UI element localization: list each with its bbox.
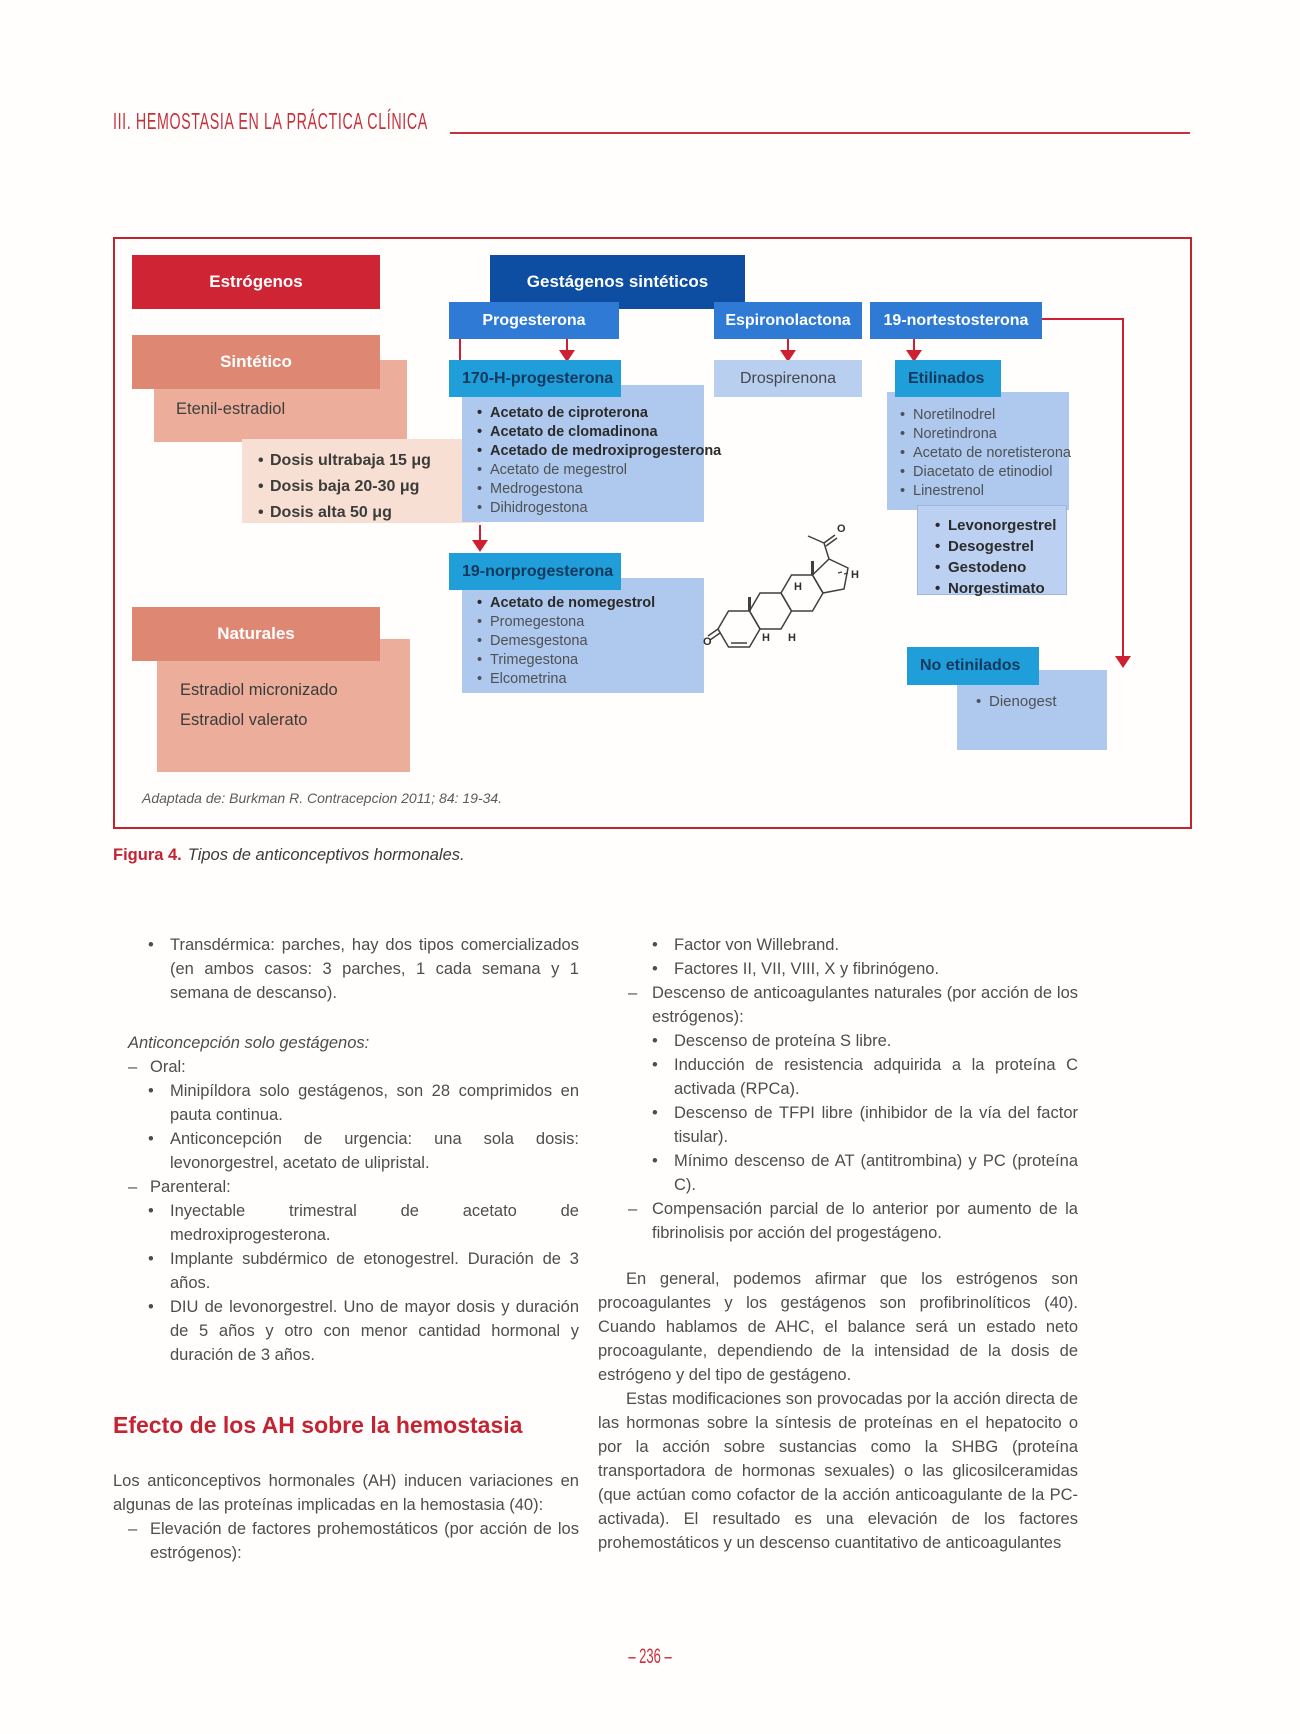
connector-line: [459, 339, 461, 360]
estrogenos-header: Estrógenos: [132, 255, 380, 309]
list-item: • Dienogest: [975, 692, 1107, 711]
connector-line: [479, 525, 481, 541]
nortestosterona-header: 19-nortestosterona: [870, 302, 1042, 339]
dosis-item: • Dosis alta 50 μg: [256, 500, 480, 526]
body-column-left: [113, 933, 579, 1565]
gonanos-list-box: [917, 505, 1067, 595]
bullet-item: • Transdérmica: parches, hay dos tipos comercializados (en ambos casos: 3 parches, 1 cada semana y 1 semana de descanso).: [113, 933, 579, 1005]
h170-list-box: [462, 385, 722, 522]
dash-item: – Parenteral:: [113, 1175, 579, 1199]
list-item: • Medrogestona: [476, 480, 704, 499]
connector-line: [1122, 318, 1124, 657]
bullet-item: • Implante subdérmico de etonogestrel. Duración de 3 años.: [113, 1247, 579, 1295]
atom-label-h: H: [762, 632, 770, 644]
bullet-item: • Factores II, VII, VIII, X y fibrinógeno.: [598, 957, 1078, 981]
atom-label-h: H: [794, 581, 802, 593]
etilinados-header: Etilinados: [895, 360, 1001, 397]
arrow-down-icon: [1115, 656, 1131, 668]
dash-item: – Elevación de factores prohemostáticos (por acción de los estrógenos):: [113, 1517, 579, 1565]
dash-item: – Oral:: [113, 1055, 579, 1079]
norprogesterona-header: 19-norprogesterona: [449, 553, 621, 590]
no-etilinados-header: No etinilados: [907, 647, 1039, 685]
naturales-header: Naturales: [132, 607, 380, 661]
dosis-item: • Dosis baja 20-30 μg: [256, 474, 480, 500]
estrogeno-dosis-box: [242, 439, 480, 523]
norprogesterona-list-box: [462, 578, 704, 693]
list-item: • Acetato de ciproterona: [476, 404, 704, 423]
natural-item: Estradiol micronizado: [180, 681, 338, 699]
etilinados-list-box: [887, 392, 1069, 510]
italic-subheading: Anticoncepción solo gestágenos:: [128, 1034, 370, 1052]
connector-line: [1042, 318, 1124, 320]
atom-label-h: H: [851, 569, 859, 581]
list-item: • Acetato de clomadinona: [476, 423, 704, 442]
figure-4-diagram: [113, 237, 1192, 829]
header-rule: [450, 132, 1190, 134]
espironolactona-header: Espironolactona: [714, 302, 862, 339]
list-item: • Gestodeno: [934, 557, 1066, 578]
dash-item: – Descenso de anticoagulantes naturales (por acción de los estrógenos):: [598, 981, 1078, 1029]
gestagenos-header: Gestágenos sintéticos: [490, 255, 745, 309]
list-item: • Norgestimato: [934, 578, 1066, 599]
page-number: – 236 –: [628, 1645, 672, 1668]
natural-item: Estradiol valerato: [180, 711, 308, 729]
figure-caption: [113, 846, 465, 865]
bullet-item: • Minipíldora solo gestágenos, son 28 comprimidos en pauta continua.: [113, 1079, 579, 1127]
progesterona-header: Progesterona: [449, 302, 619, 339]
figure-caption-label: Figura 4.: [113, 846, 182, 864]
dash-item: – Compensación parcial de lo anterior por aumento de la fibrinolisis por acción del progestágeno.: [598, 1197, 1078, 1245]
section-header: III. HEMOSTASIA EN LA PRÁCTICA CLÍNICA: [113, 108, 428, 134]
figure-caption-text: Tipos de anticonceptivos hormonales.: [187, 846, 465, 864]
atom-label-h: H: [788, 632, 796, 644]
bullet-item: • Factor von Willebrand.: [598, 933, 1078, 957]
list-item: • Acetato de nomegestrol: [476, 594, 704, 613]
list-item: • Acetato de megestrol: [476, 461, 704, 480]
sintetico-header: Sintético: [132, 335, 380, 389]
figure-credit: Adaptada de: Burkman R. Contracepcion 2011; 84: 19-34.: [142, 790, 503, 806]
bullet-item: • DIU de levonorgestrel. Uno de mayor dosis y duración de 5 años y otro con menor cantidad hormonal y duración de 3 años.: [113, 1295, 579, 1367]
paragraph: En general, podemos afirmar que los estrógenos son procoagulantes y los gestágenos son profibrinolíticos (40). Cuando hablamos de AHC, el balance será un estado neto procoagulante, dependiendo de la intensidad de la dosis de estrógeno y del tipo de gestágeno.: [598, 1270, 1078, 1384]
paragraph: Los anticonceptivos hormonales (AH) inducen variaciones en algunas de las proteínas implicadas en la hemostasia (40):: [113, 1472, 579, 1514]
bullet-item: • Inyectable trimestral de acetato de medroxiprogesterona.: [113, 1199, 579, 1247]
atom-label-o: O: [703, 636, 712, 648]
paragraph: Estas modificaciones son provocadas por la acción directa de las hormonas sobre la síntesis de proteínas en el hepatocito o por la acción sobre sustancias como la SHBG (proteína transportadora de hormonas sexuales) o las glicosilceramidas (que actúan como cofactor de la acción anticoagulante de la PC-activada). El resultado es una elevación de los factores prohemostáticos y un descenso cuantitativo de anticoagulantes: [598, 1390, 1078, 1552]
list-item: • Desogestrel: [934, 536, 1066, 557]
drospirenona-box: Drospirenona: [714, 360, 862, 397]
bullet-item: • Inducción de resistencia adquirida a la proteína C activada (RPCa).: [598, 1053, 1078, 1101]
bullet-item: • Descenso de TFPI libre (inhibidor de la vía del factor tisular).: [598, 1101, 1078, 1149]
list-item: • Dihidrogestona: [476, 499, 704, 518]
list-item: • Noretilnodrel: [899, 406, 1069, 425]
list-item: • Trimegestona: [476, 651, 704, 670]
list-item: • Acetado de medroxiprogesterona: [476, 442, 704, 461]
bullet-item: • Mínimo descenso de AT (antitrombina) y PC (proteína C).: [598, 1149, 1078, 1197]
list-item: • Elcometrina: [476, 670, 704, 689]
arrow-down-icon: [472, 540, 488, 552]
list-item: • Demesgestona: [476, 632, 704, 651]
body-column-right: [598, 933, 1078, 1555]
list-item: • Linestrenol: [899, 482, 1069, 501]
list-item: • Noretindrona: [899, 425, 1069, 444]
h170-progesterona-header: 170-H-progesterona: [449, 360, 621, 397]
list-item: • Acetato de noretisterona: [899, 444, 1069, 463]
steroid-structure-illustration: [702, 517, 912, 677]
list-item: • Promegestona: [476, 613, 704, 632]
atom-label-o: O: [837, 523, 846, 535]
list-item: • Diacetato de etinodiol: [899, 463, 1069, 482]
bullet-item: • Descenso de proteína S libre.: [598, 1029, 1078, 1053]
list-item: • Levonorgestrel: [934, 515, 1066, 536]
dosis-item: • Dosis ultrabaja 15 μg: [256, 448, 480, 474]
etenil-estradiol-label: Etenil-estradiol: [176, 400, 286, 418]
section-heading: Efecto de los AH sobre la hemostasia: [113, 1412, 523, 1438]
bullet-item: • Anticoncepción de urgencia: una sola dosis: levonorgestrel, acetato de ulipristal.: [113, 1127, 579, 1175]
